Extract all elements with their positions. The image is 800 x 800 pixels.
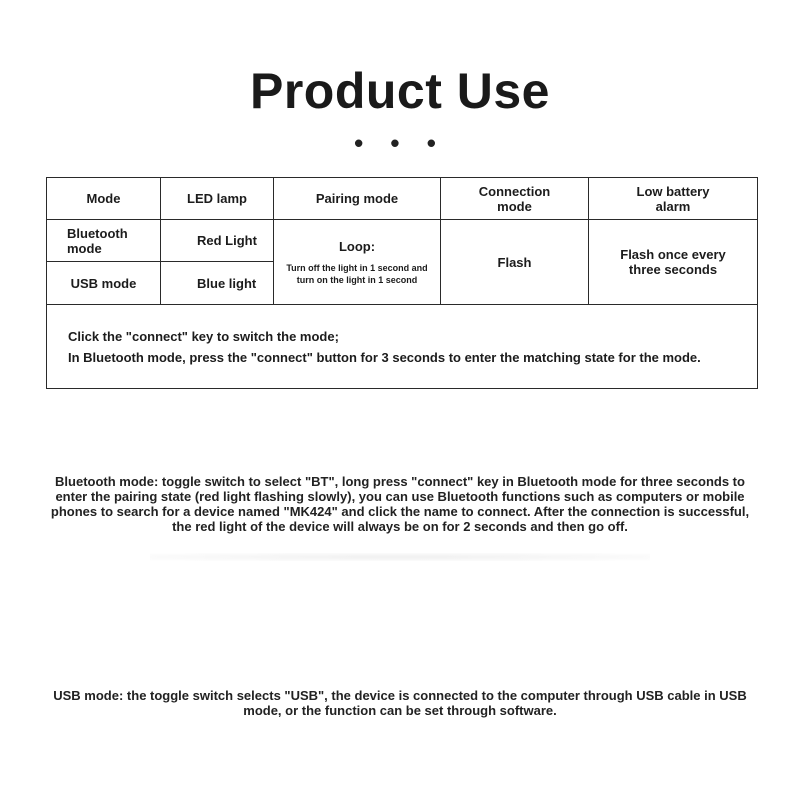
header-led-lamp: LED lamp xyxy=(161,178,274,220)
pairing-loop-title: Loop: xyxy=(338,238,376,254)
table-header-row xyxy=(47,178,758,220)
title-dots: • • • xyxy=(354,128,446,158)
table-note-row xyxy=(47,305,758,389)
note-line-1: Click the "connect" key to switch the mode; xyxy=(68,328,339,344)
cell-red-light: Red Light xyxy=(161,220,274,262)
cell-bluetooth-mode: Bluetooth mode xyxy=(47,220,161,262)
bluetooth-mode-paragraph: Bluetooth mode: toggle switch to select "BT", long press "connect" key in Bluetooth mode for three seconds to enter the pairing state (red light flashing slowly), you can use Bluetooth functions such as computers or mobile phones to search for a device named "MK424" and click the name to connect. After the connection is successful, the red light of the device will always be on for 2 seconds and then go off. xyxy=(50,474,750,534)
cell-note xyxy=(47,305,758,389)
table-row xyxy=(47,220,758,262)
note-line-2: In Bluetooth mode, press the "connect" button for 3 seconds to enter the matching state for the mode. xyxy=(68,349,701,365)
faint-shadow xyxy=(150,553,650,561)
header-connection-mode: Connection mode xyxy=(441,178,589,220)
header-mode: Mode xyxy=(47,178,161,220)
mode-table xyxy=(46,177,758,389)
cell-pairing-loop xyxy=(274,220,441,305)
cell-usb-mode: USB mode xyxy=(47,262,161,305)
pairing-loop-description: Turn off the light in 1 second and turn on the light in 1 second xyxy=(286,262,428,285)
cell-low-battery-flash: Flash once every three seconds xyxy=(589,220,758,305)
cell-blue-light: Blue light xyxy=(161,262,274,305)
header-low-battery-alarm: Low battery alarm xyxy=(589,178,758,220)
usb-mode-paragraph: USB mode: the toggle switch selects "USB", the device is connected to the computer through USB cable in USB mode, or the function can be set through software. xyxy=(53,688,747,718)
page-title: Product Use xyxy=(249,63,550,119)
header-pairing-mode: Pairing mode xyxy=(274,178,441,220)
cell-connection-flash: Flash xyxy=(441,220,589,305)
